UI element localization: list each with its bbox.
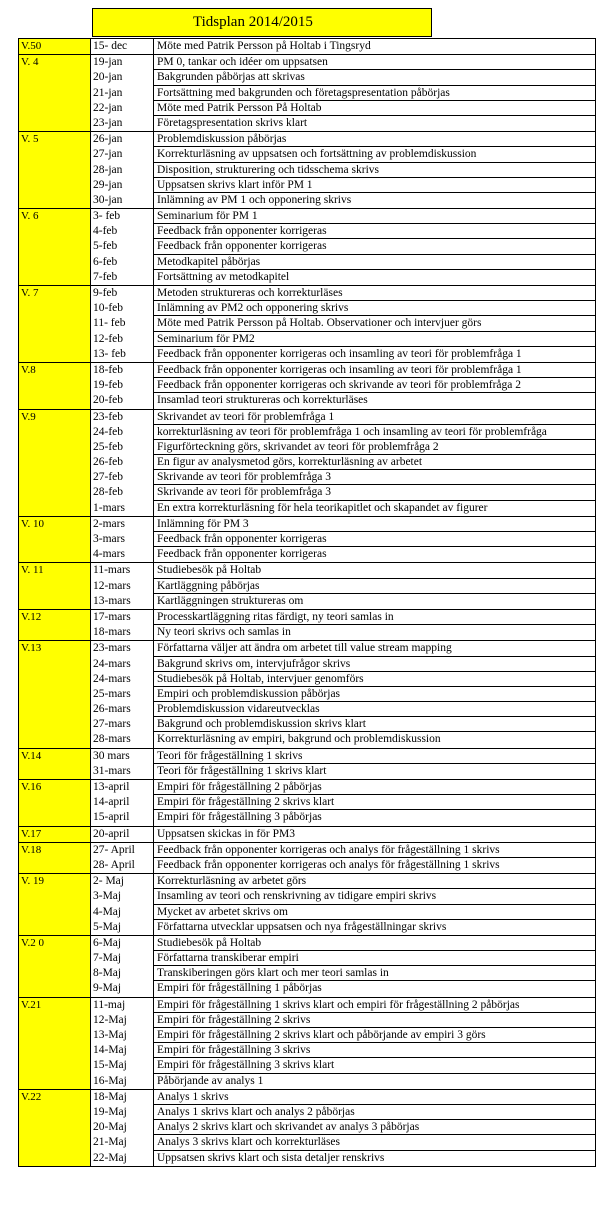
row-activity: Insamlad teori struktureras och korrekturläses xyxy=(157,394,368,407)
week-block xyxy=(18,843,596,874)
row-activity: Teori för frågeställning 1 skrivs xyxy=(154,749,595,764)
row-activity: Seminarium för PM2 xyxy=(154,332,595,347)
row-date: 15-Maj xyxy=(91,1058,154,1073)
row-date: 28-mars xyxy=(91,732,154,747)
week-block xyxy=(18,749,596,780)
table-row xyxy=(91,951,595,966)
row-date: 4-feb xyxy=(91,224,154,239)
row-date: 1-mars xyxy=(91,501,154,516)
row-date: 3- feb xyxy=(91,209,154,224)
row-activity: Feedback från opponenter korrigeras xyxy=(154,224,595,239)
row-date: 5-feb xyxy=(91,239,154,254)
table-row xyxy=(91,517,595,532)
row-date: 22-jan xyxy=(91,101,154,116)
table-row xyxy=(91,332,595,347)
row-date: 19-Maj xyxy=(91,1105,154,1120)
row-activity: Analys 2 skrivs klart och skrivandet av analys 3 påbörjas xyxy=(154,1120,595,1135)
table-row xyxy=(91,579,595,594)
row-date: 9-Maj xyxy=(91,981,154,996)
row-date: 10-feb xyxy=(91,301,154,316)
table-row xyxy=(91,810,595,825)
row-date: 20-jan xyxy=(91,70,154,85)
row-activity: Analys 1 skrivs xyxy=(154,1090,595,1105)
row-date: 29-jan xyxy=(91,178,154,193)
row-activity: Uppsatsen skrivs klart och sista detaljer renskrivs xyxy=(157,1151,385,1164)
row-date: 20-feb xyxy=(91,393,154,408)
row-activity: Studiebesök på Holtab, intervjuer genomförs xyxy=(154,672,595,687)
table-row xyxy=(91,116,595,131)
row-activity: Feedback från opponenter korrigeras xyxy=(154,532,595,547)
table-row xyxy=(91,101,595,116)
row-date: 19-feb xyxy=(91,378,154,393)
row-date: 9-feb xyxy=(91,286,154,301)
row-activity: Skrivandet av teori för problemfråga 1 xyxy=(154,410,595,425)
table-row xyxy=(91,147,595,162)
row-date: 24-feb xyxy=(91,425,154,440)
row-activity: Korrekturläsning av arbetet görs xyxy=(154,874,595,889)
table-row xyxy=(91,905,595,920)
row-date: 26-feb xyxy=(91,455,154,470)
row-date: 21-Maj xyxy=(91,1135,154,1150)
row-date: 15- dec xyxy=(91,39,154,54)
table-row xyxy=(91,1058,595,1073)
row-activity: Kartläggningen struktureras om xyxy=(157,594,304,607)
row-date: 18-feb xyxy=(91,363,154,378)
row-activity: Transkiberingen görs klart och mer teori samlas in xyxy=(154,966,595,981)
table-row xyxy=(91,874,595,889)
week-label: V. 6 xyxy=(19,209,91,285)
row-date: 23-jan xyxy=(91,116,154,131)
table-row xyxy=(91,1135,595,1150)
row-activity: Empiri för frågeställning 3 skrivs klart xyxy=(154,1058,595,1073)
row-date: 27- April xyxy=(91,843,154,858)
table-row xyxy=(91,224,595,239)
row-date: 20-april xyxy=(91,827,154,842)
row-activity: Inlämning för PM 3 xyxy=(154,517,595,532)
week-block xyxy=(18,132,596,209)
row-activity: Feedback från opponenter korrigeras xyxy=(154,239,595,254)
row-activity: Processkartläggning ritas färdigt, ny teori samlas in xyxy=(154,610,595,625)
row-date: 25-mars xyxy=(91,687,154,702)
row-date: 12-mars xyxy=(91,579,154,594)
table-row xyxy=(91,410,595,425)
week-block xyxy=(18,610,596,641)
row-activity: Uppsatsen skickas in för PM3 xyxy=(157,827,295,840)
row-activity: Uppsatsen skrivs klart inför PM 1 xyxy=(154,178,595,193)
row-activity: Seminarium för PM 1 xyxy=(154,209,595,224)
row-date: 24-mars xyxy=(91,657,154,672)
week-block xyxy=(18,209,596,286)
row-activity: Studiebesök på Holtab xyxy=(154,936,595,951)
row-activity: Empiri för frågeställning 1 skrivs klart och empiri för frågeställning 2 påbörjas xyxy=(154,998,595,1013)
table-row xyxy=(91,193,595,208)
table-row xyxy=(91,440,595,455)
row-date: 26-mars xyxy=(91,702,154,717)
table-row xyxy=(91,998,595,1013)
week-block xyxy=(18,1090,596,1167)
row-date: 2- Maj xyxy=(91,874,154,889)
row-activity: Empiri för frågeställning 1 påbörjas xyxy=(157,982,322,995)
table-row xyxy=(91,55,595,70)
row-date: 28- April xyxy=(91,858,154,873)
table-row xyxy=(91,858,595,873)
row-date: 15-april xyxy=(91,810,154,825)
table-row xyxy=(91,610,595,625)
row-activity: Möte med Patrik Persson på Holtab. Observationer och intervjuer görs xyxy=(154,316,595,331)
week-label: V.16 xyxy=(19,780,91,826)
row-date: 23-feb xyxy=(91,410,154,425)
row-date: 21-jan xyxy=(91,86,154,101)
week-block xyxy=(18,936,596,998)
table-row xyxy=(91,1151,595,1166)
week-label: V.21 xyxy=(19,998,91,1089)
row-date: 6-Maj xyxy=(91,936,154,951)
week-label: V. 19 xyxy=(19,874,91,935)
week-block xyxy=(18,38,596,55)
week-label: V.14 xyxy=(19,749,91,779)
table-row xyxy=(91,672,595,687)
table-row xyxy=(91,178,595,193)
row-activity: Feedback från opponenter korrigeras och analys för frågeställning 1 skrivs xyxy=(154,843,595,858)
table-row xyxy=(91,86,595,101)
row-activity: En figur av analysmetod görs, korrekturläsning av arbetet xyxy=(154,455,595,470)
row-activity: Författarna utvecklar uppsatsen och nya frågeställningar skrivs xyxy=(157,920,447,933)
table-row xyxy=(91,255,595,270)
table-row xyxy=(91,780,595,795)
row-date: 19-jan xyxy=(91,55,154,70)
row-activity: Fortsättning med bakgrunden och företagspresentation påbörjas xyxy=(154,86,595,101)
row-date: 11- feb xyxy=(91,316,154,331)
table-row xyxy=(91,795,595,810)
row-date: 18-Maj xyxy=(91,1090,154,1105)
row-activity: Påbörjande av analys 1 xyxy=(157,1074,264,1087)
week-block xyxy=(18,827,596,843)
table-row xyxy=(91,425,595,440)
row-activity: Skrivande av teori för problemfråga 3 xyxy=(154,485,595,500)
week-label: V.50 xyxy=(19,39,91,54)
table-row xyxy=(91,39,595,54)
row-activity: Problemdiskussion påbörjas xyxy=(154,132,595,147)
row-date: 11-mars xyxy=(91,563,154,578)
table-row xyxy=(91,132,595,147)
table-row xyxy=(91,687,595,702)
row-activity: Författarna transkiberar empiri xyxy=(154,951,595,966)
table-row xyxy=(91,717,595,732)
week-block xyxy=(18,363,596,410)
week-label: V.18 xyxy=(19,843,91,873)
row-date: 4-mars xyxy=(91,547,154,562)
row-date: 18-mars xyxy=(91,625,154,640)
row-activity: Analys 3 skrivs klart och korrekturläses xyxy=(154,1135,595,1150)
week-label: V. 4 xyxy=(19,55,91,131)
row-date: 16-Maj xyxy=(91,1074,154,1089)
week-label: V. 7 xyxy=(19,286,91,362)
table-row xyxy=(91,641,595,656)
row-activity: Möte med Patrik Persson På Holtab xyxy=(154,101,595,116)
row-activity: Fortsättning av metodkapitel xyxy=(157,270,290,283)
row-activity: Företagspresentation skrivs klart xyxy=(157,116,308,129)
table-row xyxy=(91,1120,595,1135)
row-activity: Bakgrund skrivs om, intervjufrågor skrivs xyxy=(154,657,595,672)
table-row xyxy=(91,363,595,378)
row-activity: Skrivande av teori för problemfråga 3 xyxy=(154,470,595,485)
table-row xyxy=(91,270,595,285)
row-date: 7-Maj xyxy=(91,951,154,966)
week-block xyxy=(18,517,596,564)
table-row xyxy=(91,532,595,547)
row-activity: Kartläggning påbörjas xyxy=(154,579,595,594)
row-date: 14-april xyxy=(91,795,154,810)
row-activity: Korrekturläsning av uppsatsen och fortsättning av problemdiskussion xyxy=(154,147,595,162)
table-row xyxy=(91,347,595,362)
table-row xyxy=(91,163,595,178)
row-activity: Empiri för frågeställning 2 skrivs klart och påbörjande av empiri 3 görs xyxy=(154,1028,595,1043)
week-label: V.12 xyxy=(19,610,91,640)
row-activity: Metodkapitel påbörjas xyxy=(154,255,595,270)
week-block xyxy=(18,998,596,1090)
week-label: V.17 xyxy=(19,827,91,842)
row-activity: Empiri för frågeställning 2 skrivs xyxy=(154,1013,595,1028)
row-date: 13-Maj xyxy=(91,1028,154,1043)
week-label: V.22 xyxy=(19,1090,91,1166)
week-block xyxy=(18,780,596,827)
row-activity: Möte med Patrik Persson på Holtab i Tingsryd xyxy=(157,40,371,52)
table-row xyxy=(91,301,595,316)
row-activity: Feedback från opponenter korrigeras och skrivande av teori för problemfråga 2 xyxy=(154,378,595,393)
week-label: V.8 xyxy=(19,363,91,409)
row-date: 2-mars xyxy=(91,517,154,532)
row-date: 27-feb xyxy=(91,470,154,485)
week-block xyxy=(18,641,596,748)
row-date: 25-feb xyxy=(91,440,154,455)
row-date: 20-Maj xyxy=(91,1120,154,1135)
table-row xyxy=(91,239,595,254)
row-activity: Insamling av teori och renskrivning av tidigare empiri skrivs xyxy=(154,889,595,904)
week-block xyxy=(18,286,596,363)
row-date: 30-jan xyxy=(91,193,154,208)
table-row xyxy=(91,702,595,717)
table-row xyxy=(91,1028,595,1043)
row-date: 4-Maj xyxy=(91,905,154,920)
table-row xyxy=(91,1090,595,1105)
row-date: 8-Maj xyxy=(91,966,154,981)
row-activity: Problemdiskussion vidareutvecklas xyxy=(154,702,595,717)
row-activity: En extra korrekturläsning för hela teorikapitlet och skapandet av figurer xyxy=(157,501,488,514)
table-row xyxy=(91,749,595,764)
row-date: 22-Maj xyxy=(91,1151,154,1166)
row-activity: Feedback från opponenter korrigeras och insamling av teori för problemfråga 1 xyxy=(154,363,595,378)
table-row xyxy=(91,657,595,672)
week-block xyxy=(18,410,596,517)
row-date: 12-Maj xyxy=(91,1013,154,1028)
row-activity: Feedback från opponenter korrigeras xyxy=(157,548,327,561)
table-row xyxy=(91,378,595,393)
row-activity: Författarna väljer att ändra om arbetet till value stream mapping xyxy=(154,641,595,656)
row-activity: Empiri och problemdiskussion påbörjas xyxy=(154,687,595,702)
row-activity: Teori för frågeställning 1 skrivs klart xyxy=(157,764,327,777)
table-row xyxy=(91,316,595,331)
row-activity: Empiri för frågeställning 2 påbörjas xyxy=(154,780,595,795)
row-date: 30 mars xyxy=(91,749,154,764)
row-activity: Mycket av arbetet skrivs om xyxy=(154,905,595,920)
row-activity: Korrekturläsning av empiri, bakgrund och problemdiskussion xyxy=(157,733,441,746)
table-row xyxy=(91,1043,595,1058)
row-date: 7-feb xyxy=(91,270,154,285)
table-row xyxy=(91,470,595,485)
table-row xyxy=(91,501,595,516)
page-title: Tidsplan 2014/2015 xyxy=(92,8,432,37)
row-date: 11-maj xyxy=(91,998,154,1013)
row-date: 17-mars xyxy=(91,610,154,625)
week-label: V.9 xyxy=(19,410,91,516)
row-activity: Ny teori skrivs och samlas in xyxy=(157,626,291,639)
row-date: 26-jan xyxy=(91,132,154,147)
table-row xyxy=(91,920,595,935)
row-activity: Bakgrund och problemdiskussion skrivs klart xyxy=(154,717,595,732)
row-activity: Figurförteckning görs, skrivandet av teori för problemfråga 2 xyxy=(154,440,595,455)
row-date: 24-mars xyxy=(91,672,154,687)
row-activity: Bakgrunden påbörjas att skrivas xyxy=(154,70,595,85)
row-date: 27-mars xyxy=(91,717,154,732)
row-date: 23-mars xyxy=(91,641,154,656)
row-activity: Metoden struktureras och korrekturläses xyxy=(154,286,595,301)
week-label: V.13 xyxy=(19,641,91,747)
table-row xyxy=(91,827,595,842)
table-row xyxy=(91,547,595,562)
row-activity: Empiri för frågeställning 3 skrivs xyxy=(154,1043,595,1058)
table-row xyxy=(91,393,595,408)
table-row xyxy=(91,732,595,747)
row-date: 31-mars xyxy=(91,764,154,779)
week-label: V.2 0 xyxy=(19,936,91,997)
week-block xyxy=(18,55,596,132)
table-row xyxy=(91,936,595,951)
row-activity: Inlämning av PM2 och opponering skrivs xyxy=(154,301,595,316)
row-date: 12-feb xyxy=(91,332,154,347)
row-date: 3-mars xyxy=(91,532,154,547)
row-activity: Empiri för frågeställning 2 skrivs klart xyxy=(154,795,595,810)
week-label: V. 5 xyxy=(19,132,91,208)
week-block xyxy=(18,563,596,610)
row-date: 14-Maj xyxy=(91,1043,154,1058)
schedule-table xyxy=(18,38,596,1167)
row-activity: Analys 1 skrivs klart och analys 2 påbörjas xyxy=(154,1105,595,1120)
table-row xyxy=(91,981,595,996)
row-activity: Empiri för frågeställning 3 påbörjas xyxy=(157,811,322,824)
row-activity: Studiebesök på Holtab xyxy=(154,563,595,578)
row-date: 3-Maj xyxy=(91,889,154,904)
week-label: V. 11 xyxy=(19,563,91,609)
row-date: 13- feb xyxy=(91,347,154,362)
row-date: 27-jan xyxy=(91,147,154,162)
row-activity: Feedback från opponenter korrigeras och insamling av teori för problemfråga 1 xyxy=(157,347,522,360)
row-activity: Feedback från opponenter korrigeras och analys för frågeställning 1 skrivs xyxy=(157,858,500,871)
table-row xyxy=(91,889,595,904)
table-row xyxy=(91,485,595,500)
table-row xyxy=(91,209,595,224)
row-date: 5-Maj xyxy=(91,920,154,935)
week-label: V. 10 xyxy=(19,517,91,563)
table-row xyxy=(91,563,595,578)
table-row xyxy=(91,625,595,640)
table-row xyxy=(91,764,595,779)
table-row xyxy=(91,966,595,981)
row-activity: Disposition, strukturering och tidsschema skrivs xyxy=(154,163,595,178)
table-row xyxy=(91,843,595,858)
row-date: 6-feb xyxy=(91,255,154,270)
table-row xyxy=(91,286,595,301)
row-date: 28-feb xyxy=(91,485,154,500)
table-row xyxy=(91,455,595,470)
table-row xyxy=(91,1105,595,1120)
table-row xyxy=(91,1074,595,1089)
row-activity: korrekturläsning av teori för problemfråga 1 och insamling av teori för problemfråga xyxy=(154,425,595,440)
row-date: 13-april xyxy=(91,780,154,795)
row-date: 28-jan xyxy=(91,163,154,178)
week-block xyxy=(18,874,596,936)
row-activity: Inlämning av PM 1 och opponering skrivs xyxy=(157,193,352,206)
table-row xyxy=(91,70,595,85)
table-row xyxy=(91,594,595,609)
row-date: 13-mars xyxy=(91,594,154,609)
row-activity: PM 0, tankar och idéer om uppsatsen xyxy=(154,55,595,70)
table-row xyxy=(91,1013,595,1028)
